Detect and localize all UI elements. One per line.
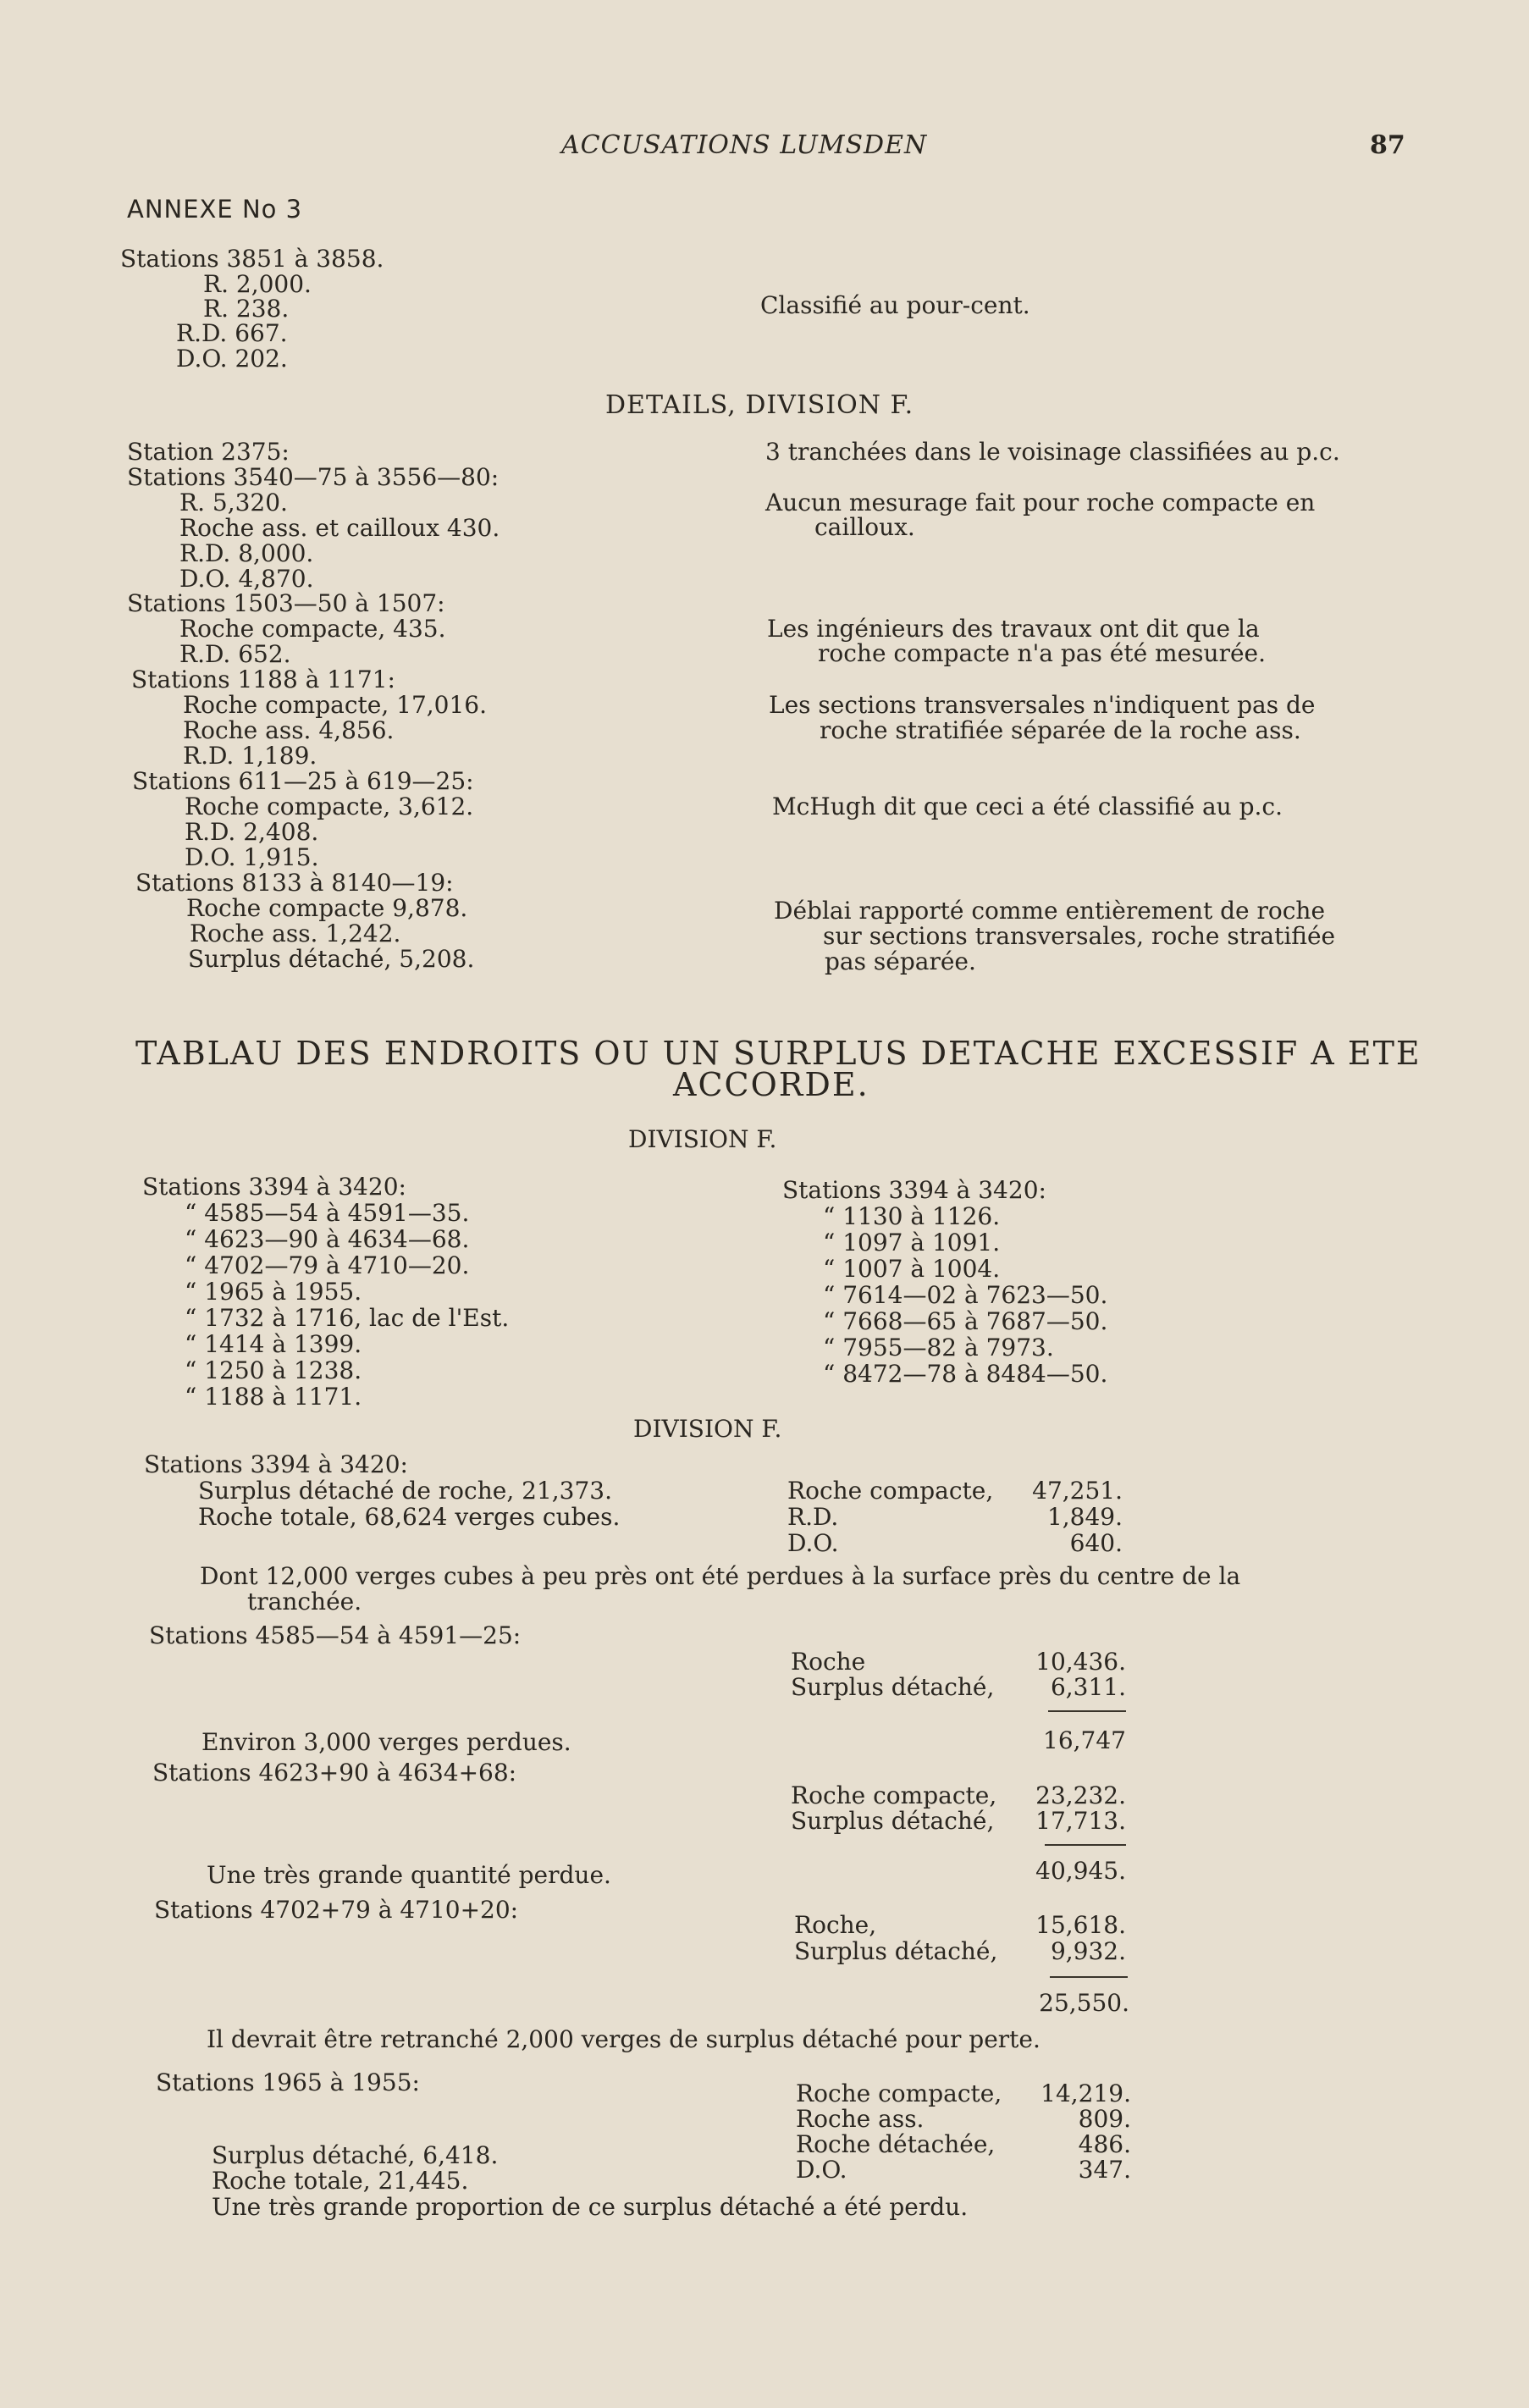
station-item: “ 1414 à 1399.	[185, 1330, 362, 1358]
details-line: Roche compacte, 435.	[179, 615, 446, 643]
details-line: Roche compacte 9,878.	[186, 894, 468, 922]
section-note: tranchée.	[247, 1588, 362, 1615]
details-line: Stations 3540—75 à 3556—80:	[127, 463, 500, 491]
section-note: Une très grande quantité perdue.	[207, 1861, 611, 1889]
figure-label: Surplus détaché,	[791, 1807, 995, 1835]
figure-value: 10,436.	[1035, 1648, 1126, 1676]
sum-rule	[1045, 1844, 1126, 1846]
station-item: “ 4585—54 à 4591—35.	[185, 1199, 470, 1227]
figure-value: 15,618.	[1035, 1911, 1126, 1939]
section-note: Une très grande proportion de ce surplus détaché a été perdu.	[212, 2193, 969, 2221]
figure-value: 6,311.	[1050, 1673, 1126, 1701]
details-line: R.D. 2,408.	[185, 818, 319, 846]
section-title: Stations 4623+90 à 4634+68:	[152, 1759, 517, 1787]
section-note: Il devrait être retranché 2,000 verges de surplus détaché pour perte.	[207, 2025, 1040, 2053]
details-line: Stations 1188 à 1171:	[131, 666, 395, 693]
figure-value: 486.	[1078, 2130, 1131, 2158]
page-number: 87	[1370, 130, 1405, 160]
section-line: Surplus détaché, 6,418.	[212, 2141, 499, 2169]
details-note: Les sections transversales n'indiquent pas de	[769, 691, 1316, 719]
figure-value: 347.	[1078, 2156, 1131, 2184]
details-note: Aucun mesurage fait pour roche compacte en	[765, 489, 1316, 516]
top-note: Classifié au pour-cent.	[760, 291, 1030, 319]
division-label: DIVISION F.	[628, 1125, 777, 1153]
details-line: Stations 1503—50 à 1507:	[127, 589, 445, 617]
station-item: “ 7614—02 à 7623—50.	[823, 1281, 1108, 1309]
station-item: “ 7668—65 à 7687—50.	[823, 1307, 1108, 1335]
details-note: Les ingénieurs des travaux ont dit que la	[767, 615, 1260, 643]
top-line: R. 238.	[203, 295, 290, 323]
details-line: Roche ass. 4,856.	[183, 716, 395, 744]
figure-label: Roche compacte,	[791, 1781, 997, 1809]
section-title: Stations 4702+79 à 4710+20:	[154, 1896, 519, 1924]
details-note: cailloux.	[814, 513, 915, 541]
station-item: “ 4623—90 à 4634—68.	[185, 1225, 470, 1253]
details-heading: DETAILS, DIVISION F.	[605, 390, 914, 420]
figure-value: 17,713.	[1035, 1807, 1126, 1835]
figure-value: 809.	[1078, 2105, 1131, 2133]
figure-label: Roche compacte,	[796, 2079, 1002, 2107]
top-line: R. 2,000.	[203, 270, 312, 298]
station-item: “ 1965 à 1955.	[185, 1278, 362, 1306]
figure-value: 9,932.	[1050, 1937, 1126, 1965]
station-item: “ 1250 à 1238.	[185, 1356, 362, 1384]
details-note: pas séparée.	[825, 947, 976, 975]
figure-value: 640.	[1069, 1529, 1123, 1557]
details-note: sur sections transversales, roche stratifiée	[823, 922, 1336, 950]
figure-total: 16,747	[1043, 1726, 1126, 1754]
sum-rule	[1050, 1976, 1128, 1978]
division-label: DIVISION F.	[633, 1415, 782, 1443]
station-item: “ 1007 à 1004.	[823, 1255, 1001, 1283]
section-line: Roche totale, 68,624 verges cubes.	[198, 1503, 621, 1531]
details-note: roche stratifiée séparée de la roche ass.	[820, 716, 1301, 744]
details-note: 3 tranchées dans le voisinage classifiées au p.c.	[765, 438, 1340, 466]
details-line: R.D. 8,000.	[179, 539, 314, 567]
details-line: Stations 8133 à 8140—19:	[135, 869, 454, 897]
figure-value: 23,232.	[1035, 1781, 1126, 1809]
figure-value: 47,251.	[1032, 1477, 1123, 1505]
station-item: “ 1130 à 1126.	[823, 1202, 1001, 1230]
figure-label: Roche	[791, 1648, 866, 1676]
figure-total: 25,550.	[1039, 1989, 1129, 2017]
annex-label: ANNEXE No 3	[127, 195, 303, 224]
station-item: “ 1188 à 1171.	[185, 1383, 362, 1411]
details-note: roche compacte n'a pas été mesurée.	[818, 639, 1266, 667]
details-line: Stations 611—25 à 619—25:	[132, 767, 474, 795]
figure-label: Roche compacte,	[787, 1477, 994, 1505]
top-line: Stations 3851 à 3858.	[120, 245, 384, 273]
station-item: “ 8472—78 à 8484—50.	[823, 1360, 1108, 1388]
figure-label: Surplus détaché,	[791, 1673, 995, 1701]
section-line: Surplus détaché de roche, 21,373.	[198, 1477, 613, 1505]
table-heading: TABLAU DES ENDROITS OU UN SURPLUS DETACHE EXCESSIF A ETE	[135, 1035, 1421, 1072]
details-line: D.O. 1,915.	[185, 843, 319, 871]
figure-label: R.D.	[787, 1503, 839, 1531]
details-line: Station 2375:	[127, 438, 290, 466]
section-note: Dont 12,000 verges cubes à peu près ont été perdues à la surface près du centre de la	[200, 1562, 1241, 1590]
details-line: R.D. 1,189.	[183, 742, 317, 770]
station-item: “ 7955—82 à 7973.	[823, 1334, 1054, 1361]
table-heading: ACCORDE.	[673, 1066, 869, 1103]
section-note: Environ 3,000 verges perdues.	[201, 1728, 571, 1756]
sum-rule	[1048, 1710, 1126, 1712]
details-note: Déblai rapporté comme entièrement de roche	[774, 897, 1326, 925]
figure-label: D.O.	[787, 1529, 839, 1557]
station-item: Stations 3394 à 3420:	[142, 1173, 406, 1201]
details-line: R.D. 652.	[179, 640, 291, 668]
station-item: “ 4702—79 à 4710—20.	[185, 1251, 470, 1279]
figure-value: 1,849.	[1046, 1503, 1123, 1531]
details-line: Roche ass. 1,242.	[190, 920, 401, 947]
top-line: R.D. 667.	[176, 319, 288, 347]
figure-label: Roche détachée,	[796, 2130, 996, 2158]
station-item: Stations 3394 à 3420:	[782, 1176, 1046, 1204]
running-title: ACCUSATIONS LUMSDEN	[561, 130, 928, 160]
details-line: Roche ass. et cailloux 430.	[179, 514, 500, 542]
top-line: D.O. 202.	[176, 345, 288, 373]
figure-value: 14,219.	[1040, 2079, 1131, 2107]
section-line: Roche totale, 21,445.	[212, 2167, 469, 2195]
figure-label: D.O.	[796, 2156, 847, 2184]
figure-label: Roche,	[794, 1911, 877, 1939]
section-title: Stations 3394 à 3420:	[144, 1450, 408, 1478]
details-line: Surplus détaché, 5,208.	[188, 945, 475, 973]
details-line: D.O. 4,870.	[179, 565, 314, 593]
figure-label: Roche ass.	[796, 2105, 925, 2133]
details-note: McHugh dit que ceci a été classifié au p.c.	[772, 793, 1283, 820]
details-line: R. 5,320.	[179, 489, 288, 516]
section-title: Stations 4585—54 à 4591—25:	[149, 1621, 522, 1649]
section-title: Stations 1965 à 1955:	[156, 2068, 420, 2096]
details-line: Roche compacte, 3,612.	[185, 793, 474, 820]
station-item: “ 1097 à 1091.	[823, 1229, 1001, 1256]
figure-label: Surplus détaché,	[794, 1937, 998, 1965]
details-line: Roche compacte, 17,016.	[183, 691, 488, 719]
station-item: “ 1732 à 1716, lac de l'Est.	[185, 1304, 510, 1332]
figure-total: 40,945.	[1035, 1857, 1126, 1885]
